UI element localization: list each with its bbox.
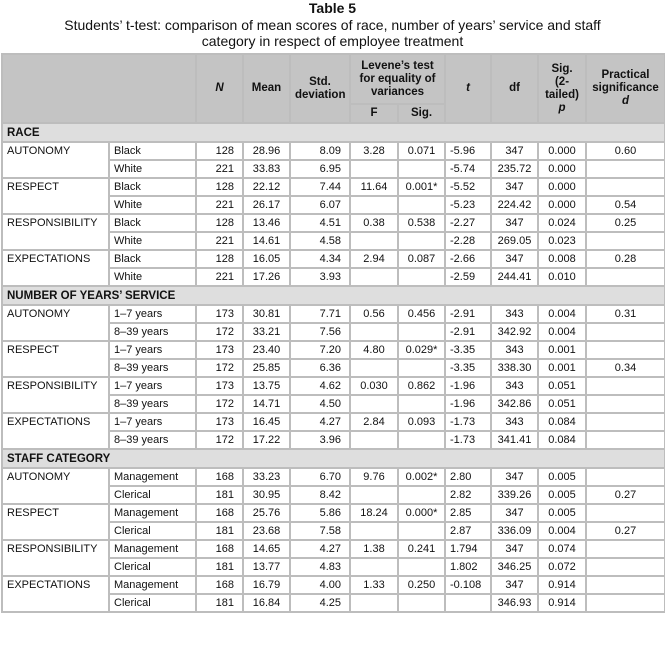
cell-mean: 13.75 bbox=[243, 377, 290, 395]
header-p-label: Sig. (2-tailed) bbox=[545, 62, 579, 101]
cell-sig: 0.071 bbox=[398, 142, 445, 160]
cell-n: 181 bbox=[196, 594, 243, 612]
cell-std: 6.36 bbox=[290, 359, 350, 377]
header-t: t bbox=[445, 54, 491, 123]
cell-t: 2.85 bbox=[445, 504, 491, 522]
cell-sig: 0.029* bbox=[398, 341, 445, 359]
variable-name: RESPONSIBILITY bbox=[2, 214, 109, 250]
cell-f bbox=[350, 594, 398, 612]
cell-d: 0.25 bbox=[586, 214, 665, 232]
cell-d: 0.34 bbox=[586, 359, 665, 377]
cell-f: 9.76 bbox=[350, 468, 398, 486]
cell-p: 0.000 bbox=[538, 178, 586, 196]
cell-d bbox=[586, 558, 665, 576]
cell-mean: 30.95 bbox=[243, 486, 290, 504]
cell-n: 128 bbox=[196, 142, 243, 160]
cell-df: 342.92 bbox=[491, 323, 538, 341]
cell-p: 0.004 bbox=[538, 323, 586, 341]
cell-p: 0.914 bbox=[538, 576, 586, 594]
cell-t: -5.23 bbox=[445, 196, 491, 214]
cell-d: 0.27 bbox=[586, 522, 665, 540]
cell-n: 221 bbox=[196, 232, 243, 250]
variable-name: RESPONSIBILITY bbox=[2, 377, 109, 413]
cell-n: 173 bbox=[196, 377, 243, 395]
cell-mean: 33.23 bbox=[243, 468, 290, 486]
cell-mean: 33.21 bbox=[243, 323, 290, 341]
cell-sig bbox=[398, 522, 445, 540]
cell-d bbox=[586, 413, 665, 431]
cell-n: 173 bbox=[196, 413, 243, 431]
cell-p: 0.084 bbox=[538, 413, 586, 431]
cell-df: 347 bbox=[491, 540, 538, 558]
cell-p: 0.004 bbox=[538, 305, 586, 323]
cell-mean: 16.45 bbox=[243, 413, 290, 431]
cell-mean: 13.77 bbox=[243, 558, 290, 576]
cell-d: 0.60 bbox=[586, 142, 665, 160]
cell-std: 7.58 bbox=[290, 522, 350, 540]
cell-mean: 22.12 bbox=[243, 178, 290, 196]
cell-p: 0.000 bbox=[538, 196, 586, 214]
cell-df: 342.86 bbox=[491, 395, 538, 413]
cell-f bbox=[350, 558, 398, 576]
cell-t: 2.87 bbox=[445, 522, 491, 540]
cell-d bbox=[586, 576, 665, 594]
cell-std: 3.96 bbox=[290, 431, 350, 449]
group-level: Clerical bbox=[109, 486, 196, 504]
cell-mean: 28.96 bbox=[243, 142, 290, 160]
cell-p: 0.000 bbox=[538, 142, 586, 160]
cell-t: -2.59 bbox=[445, 268, 491, 286]
cell-f: 2.84 bbox=[350, 413, 398, 431]
cell-std: 4.62 bbox=[290, 377, 350, 395]
cell-p: 0.005 bbox=[538, 486, 586, 504]
cell-f: 1.38 bbox=[350, 540, 398, 558]
table-row bbox=[2, 305, 665, 323]
cell-std: 5.86 bbox=[290, 504, 350, 522]
cell-mean: 30.81 bbox=[243, 305, 290, 323]
cell-f bbox=[350, 522, 398, 540]
cell-f: 0.38 bbox=[350, 214, 398, 232]
cell-std: 6.70 bbox=[290, 468, 350, 486]
section-title: NUMBER OF YEARS’ SERVICE bbox=[2, 286, 665, 305]
cell-p: 0.005 bbox=[538, 504, 586, 522]
group-level: Clerical bbox=[109, 558, 196, 576]
section-title: RACE bbox=[2, 123, 665, 142]
ttest-table bbox=[1, 53, 665, 613]
cell-d: 0.27 bbox=[586, 486, 665, 504]
cell-d bbox=[586, 377, 665, 395]
cell-n: 172 bbox=[196, 323, 243, 341]
cell-sig bbox=[398, 558, 445, 576]
cell-std: 4.83 bbox=[290, 558, 350, 576]
header-mean: Mean bbox=[243, 54, 290, 123]
cell-mean: 25.85 bbox=[243, 359, 290, 377]
cell-t: 1.794 bbox=[445, 540, 491, 558]
cell-df: 343 bbox=[491, 305, 538, 323]
cell-p: 0.074 bbox=[538, 540, 586, 558]
variable-name: RESPONSIBILITY bbox=[2, 540, 109, 576]
table-row bbox=[2, 214, 665, 232]
cell-std: 4.27 bbox=[290, 540, 350, 558]
group-level: 8–39 years bbox=[109, 359, 196, 377]
group-level: Management bbox=[109, 540, 196, 558]
cell-f bbox=[350, 486, 398, 504]
group-level: 8–39 years bbox=[109, 431, 196, 449]
cell-f: 0.56 bbox=[350, 305, 398, 323]
cell-df: 347 bbox=[491, 576, 538, 594]
cell-std: 6.07 bbox=[290, 196, 350, 214]
variable-name: AUTONOMY bbox=[2, 142, 109, 178]
cell-df: 343 bbox=[491, 377, 538, 395]
cell-std: 4.50 bbox=[290, 395, 350, 413]
cell-n: 168 bbox=[196, 540, 243, 558]
group-level: Black bbox=[109, 214, 196, 232]
cell-f: 18.24 bbox=[350, 504, 398, 522]
cell-d bbox=[586, 504, 665, 522]
group-level: Management bbox=[109, 576, 196, 594]
cell-d: 0.28 bbox=[586, 250, 665, 268]
cell-n: 173 bbox=[196, 305, 243, 323]
table-row bbox=[2, 540, 665, 558]
cell-p: 0.051 bbox=[538, 377, 586, 395]
section-row bbox=[2, 123, 665, 142]
cell-f bbox=[350, 268, 398, 286]
group-level: 8–39 years bbox=[109, 323, 196, 341]
cell-t: -5.96 bbox=[445, 142, 491, 160]
cell-sig: 0.087 bbox=[398, 250, 445, 268]
cell-t: -2.91 bbox=[445, 323, 491, 341]
group-level: Clerical bbox=[109, 522, 196, 540]
header-levene: Levene’s test for equality of variances bbox=[350, 54, 445, 104]
cell-p: 0.072 bbox=[538, 558, 586, 576]
cell-t: -3.35 bbox=[445, 341, 491, 359]
cell-df: 244.41 bbox=[491, 268, 538, 286]
cell-df: 269.05 bbox=[491, 232, 538, 250]
cell-p: 0.000 bbox=[538, 160, 586, 178]
section-row bbox=[2, 286, 665, 305]
table-body bbox=[2, 123, 665, 612]
cell-sig: 0.000* bbox=[398, 504, 445, 522]
cell-sig: 0.538 bbox=[398, 214, 445, 232]
cell-mean: 17.26 bbox=[243, 268, 290, 286]
group-level: Black bbox=[109, 142, 196, 160]
table-row bbox=[2, 413, 665, 431]
cell-n: 172 bbox=[196, 431, 243, 449]
table-row bbox=[2, 504, 665, 522]
cell-sig bbox=[398, 268, 445, 286]
cell-p: 0.008 bbox=[538, 250, 586, 268]
section-title: STAFF CATEGORY bbox=[2, 449, 665, 468]
cell-p: 0.004 bbox=[538, 522, 586, 540]
cell-std: 3.93 bbox=[290, 268, 350, 286]
cell-d bbox=[586, 341, 665, 359]
group-level: Black bbox=[109, 178, 196, 196]
cell-f: 11.64 bbox=[350, 178, 398, 196]
cell-df: 346.25 bbox=[491, 558, 538, 576]
cell-std: 4.25 bbox=[290, 594, 350, 612]
table-row bbox=[2, 468, 665, 486]
cell-n: 173 bbox=[196, 341, 243, 359]
cell-sig: 0.001* bbox=[398, 178, 445, 196]
cell-mean: 25.76 bbox=[243, 504, 290, 522]
header-blank bbox=[2, 54, 196, 123]
variable-name: EXPECTATIONS bbox=[2, 413, 109, 449]
cell-t: -2.27 bbox=[445, 214, 491, 232]
cell-sig: 0.456 bbox=[398, 305, 445, 323]
caption-line-2: category in respect of employee treatment bbox=[201, 33, 464, 49]
cell-df: 346.93 bbox=[491, 594, 538, 612]
cell-t bbox=[445, 594, 491, 612]
cell-std: 7.20 bbox=[290, 341, 350, 359]
cell-f bbox=[350, 431, 398, 449]
cell-mean: 16.05 bbox=[243, 250, 290, 268]
cell-n: 221 bbox=[196, 268, 243, 286]
cell-mean: 14.61 bbox=[243, 232, 290, 250]
cell-t: -1.96 bbox=[445, 377, 491, 395]
cell-n: 168 bbox=[196, 468, 243, 486]
cell-sig bbox=[398, 486, 445, 504]
cell-df: 347 bbox=[491, 178, 538, 196]
cell-d bbox=[586, 178, 665, 196]
cell-f bbox=[350, 323, 398, 341]
table-row bbox=[2, 576, 665, 594]
group-level: White bbox=[109, 160, 196, 178]
header-d-label: Practical significance bbox=[592, 69, 659, 94]
cell-df: 347 bbox=[491, 214, 538, 232]
cell-sig bbox=[398, 359, 445, 377]
cell-mean: 14.65 bbox=[243, 540, 290, 558]
cell-n: 128 bbox=[196, 178, 243, 196]
table-caption bbox=[0, 17, 665, 49]
cell-df: 341.41 bbox=[491, 431, 538, 449]
cell-t: -1.73 bbox=[445, 413, 491, 431]
table-title: Table 5 bbox=[308, 0, 357, 16]
cell-f: 0.030 bbox=[350, 377, 398, 395]
cell-n: 172 bbox=[196, 359, 243, 377]
variable-name: RESPECT bbox=[2, 341, 109, 377]
cell-p: 0.023 bbox=[538, 232, 586, 250]
cell-d bbox=[586, 594, 665, 612]
cell-d: 0.31 bbox=[586, 305, 665, 323]
variable-name: AUTONOMY bbox=[2, 468, 109, 504]
header-f: F bbox=[350, 104, 398, 123]
cell-t: 1.802 bbox=[445, 558, 491, 576]
cell-p: 0.010 bbox=[538, 268, 586, 286]
group-level: 1–7 years bbox=[109, 305, 196, 323]
cell-std: 7.56 bbox=[290, 323, 350, 341]
cell-sig bbox=[398, 395, 445, 413]
cell-f: 2.94 bbox=[350, 250, 398, 268]
cell-sig bbox=[398, 594, 445, 612]
cell-n: 181 bbox=[196, 486, 243, 504]
cell-std: 4.00 bbox=[290, 576, 350, 594]
header-p-symbol: p bbox=[558, 101, 566, 114]
cell-d bbox=[586, 268, 665, 286]
cell-sig bbox=[398, 196, 445, 214]
cell-std: 4.51 bbox=[290, 214, 350, 232]
cell-t: -2.28 bbox=[445, 232, 491, 250]
cell-d bbox=[586, 540, 665, 558]
cell-sig: 0.093 bbox=[398, 413, 445, 431]
header-d-symbol: d bbox=[621, 95, 630, 107]
cell-t: -5.74 bbox=[445, 160, 491, 178]
cell-sig bbox=[398, 160, 445, 178]
cell-n: 168 bbox=[196, 504, 243, 522]
cell-sig bbox=[398, 323, 445, 341]
cell-t: 2.82 bbox=[445, 486, 491, 504]
group-level: Management bbox=[109, 504, 196, 522]
cell-sig: 0.250 bbox=[398, 576, 445, 594]
section-row bbox=[2, 449, 665, 468]
cell-t: -2.91 bbox=[445, 305, 491, 323]
cell-f bbox=[350, 232, 398, 250]
cell-mean: 17.22 bbox=[243, 431, 290, 449]
cell-mean: 16.84 bbox=[243, 594, 290, 612]
cell-df: 343 bbox=[491, 341, 538, 359]
cell-f bbox=[350, 359, 398, 377]
cell-p: 0.001 bbox=[538, 341, 586, 359]
cell-t: -3.35 bbox=[445, 359, 491, 377]
cell-std: 4.27 bbox=[290, 413, 350, 431]
group-level: 1–7 years bbox=[109, 413, 196, 431]
table-row bbox=[2, 341, 665, 359]
cell-std: 6.95 bbox=[290, 160, 350, 178]
cell-std: 4.34 bbox=[290, 250, 350, 268]
cell-df: 347 bbox=[491, 468, 538, 486]
cell-df: 336.09 bbox=[491, 522, 538, 540]
cell-df: 338.30 bbox=[491, 359, 538, 377]
cell-mean: 23.68 bbox=[243, 522, 290, 540]
group-level: White bbox=[109, 196, 196, 214]
cell-d bbox=[586, 431, 665, 449]
cell-d bbox=[586, 395, 665, 413]
cell-df: 347 bbox=[491, 504, 538, 522]
header-df: df bbox=[491, 54, 538, 123]
cell-std: 4.58 bbox=[290, 232, 350, 250]
cell-mean: 16.79 bbox=[243, 576, 290, 594]
cell-t: -5.52 bbox=[445, 178, 491, 196]
cell-t: -1.96 bbox=[445, 395, 491, 413]
cell-df: 224.42 bbox=[491, 196, 538, 214]
cell-t: -0.108 bbox=[445, 576, 491, 594]
cell-p: 0.084 bbox=[538, 431, 586, 449]
cell-n: 181 bbox=[196, 558, 243, 576]
cell-t: -2.66 bbox=[445, 250, 491, 268]
cell-p: 0.914 bbox=[538, 594, 586, 612]
header-d bbox=[586, 54, 665, 123]
cell-t: -1.73 bbox=[445, 431, 491, 449]
header-std: Std. deviation bbox=[290, 54, 350, 123]
cell-n: 221 bbox=[196, 196, 243, 214]
cell-sig bbox=[398, 431, 445, 449]
cell-t: 2.80 bbox=[445, 468, 491, 486]
group-level: Clerical bbox=[109, 594, 196, 612]
cell-df: 339.26 bbox=[491, 486, 538, 504]
cell-mean: 13.46 bbox=[243, 214, 290, 232]
cell-n: 172 bbox=[196, 395, 243, 413]
cell-n: 181 bbox=[196, 522, 243, 540]
group-level: 1–7 years bbox=[109, 341, 196, 359]
variable-name: AUTONOMY bbox=[2, 305, 109, 341]
cell-n: 221 bbox=[196, 160, 243, 178]
cell-d: 0.54 bbox=[586, 196, 665, 214]
cell-sig: 0.241 bbox=[398, 540, 445, 558]
cell-std: 7.71 bbox=[290, 305, 350, 323]
cell-mean: 23.40 bbox=[243, 341, 290, 359]
cell-sig bbox=[398, 232, 445, 250]
cell-std: 7.44 bbox=[290, 178, 350, 196]
cell-mean: 33.83 bbox=[243, 160, 290, 178]
table-row bbox=[2, 377, 665, 395]
group-level: White bbox=[109, 232, 196, 250]
cell-std: 8.09 bbox=[290, 142, 350, 160]
header-p bbox=[538, 54, 586, 123]
cell-n: 128 bbox=[196, 250, 243, 268]
group-level: Black bbox=[109, 250, 196, 268]
cell-d bbox=[586, 232, 665, 250]
cell-p: 0.024 bbox=[538, 214, 586, 232]
cell-mean: 14.71 bbox=[243, 395, 290, 413]
cell-f bbox=[350, 395, 398, 413]
cell-f: 1.33 bbox=[350, 576, 398, 594]
table-header bbox=[2, 54, 665, 123]
group-level: White bbox=[109, 268, 196, 286]
group-level: 8–39 years bbox=[109, 395, 196, 413]
caption-line-1: Students’ t-test: comparison of mean scores of race, number of years’ service and staff bbox=[64, 17, 601, 33]
variable-name: EXPECTATIONS bbox=[2, 576, 109, 612]
cell-mean: 26.17 bbox=[243, 196, 290, 214]
cell-f bbox=[350, 160, 398, 178]
table-row bbox=[2, 178, 665, 196]
cell-n: 128 bbox=[196, 214, 243, 232]
cell-std: 8.42 bbox=[290, 486, 350, 504]
cell-d bbox=[586, 323, 665, 341]
header-n: N bbox=[196, 54, 243, 123]
variable-name: RESPECT bbox=[2, 504, 109, 540]
table-row bbox=[2, 142, 665, 160]
cell-d bbox=[586, 160, 665, 178]
cell-df: 347 bbox=[491, 142, 538, 160]
cell-d bbox=[586, 468, 665, 486]
table-row bbox=[2, 250, 665, 268]
cell-p: 0.051 bbox=[538, 395, 586, 413]
group-level: 1–7 years bbox=[109, 377, 196, 395]
cell-df: 343 bbox=[491, 413, 538, 431]
cell-f bbox=[350, 196, 398, 214]
cell-f: 3.28 bbox=[350, 142, 398, 160]
cell-p: 0.005 bbox=[538, 468, 586, 486]
cell-sig: 0.862 bbox=[398, 377, 445, 395]
cell-n: 168 bbox=[196, 576, 243, 594]
header-sig: Sig. bbox=[398, 104, 445, 123]
variable-name: RESPECT bbox=[2, 178, 109, 214]
cell-p: 0.001 bbox=[538, 359, 586, 377]
cell-f: 4.80 bbox=[350, 341, 398, 359]
group-level: Management bbox=[109, 468, 196, 486]
variable-name: EXPECTATIONS bbox=[2, 250, 109, 286]
cell-df: 235.72 bbox=[491, 160, 538, 178]
cell-df: 347 bbox=[491, 250, 538, 268]
cell-sig: 0.002* bbox=[398, 468, 445, 486]
